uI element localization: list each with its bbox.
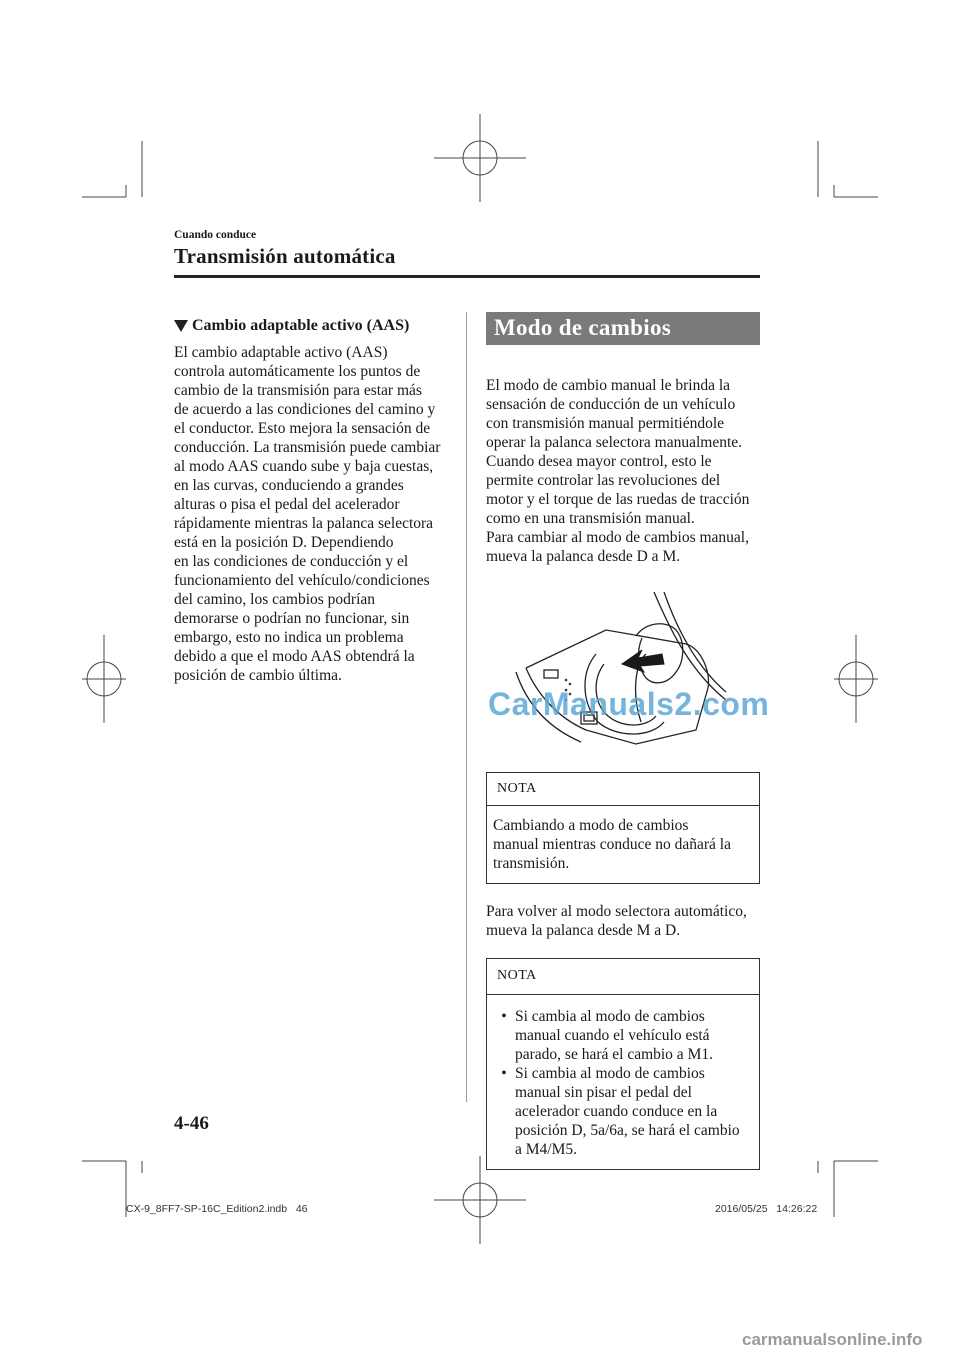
note-label: NOTA	[487, 773, 759, 806]
note-box-bullets	[486, 958, 760, 1170]
bullet-icon: •	[501, 1008, 507, 1025]
shift-lever-illustration-icon	[486, 592, 760, 752]
note-label: NOTA	[487, 959, 759, 995]
bullet-text: Si cambia al modo de cambios manual sin pisar el pedal del acelerador cuando conduce en la posición D, 5a/6a, se hará el cambio a M4/M5.	[515, 1065, 740, 1158]
section-banner: Modo de cambios manual	[486, 312, 760, 345]
triangle-marker-icon	[174, 320, 188, 332]
right-column	[486, 312, 760, 1170]
return-instructions: Para volver al modo selectora automático, mueva la palanca desde M a D.	[486, 903, 747, 939]
page-number: 4-46	[174, 1113, 209, 1134]
note-box	[486, 772, 760, 884]
arrow-left-icon	[622, 650, 664, 672]
title-rule	[174, 275, 760, 278]
footer-filename: CX-9_8FF7-SP-16C_Edition2.indb 46	[126, 1203, 308, 1215]
bullet-item	[493, 1064, 753, 1159]
left-column	[174, 316, 456, 685]
footer-timestamp: 2016/05/25 14:26:22	[715, 1203, 818, 1215]
shift-lever-illustration	[486, 592, 760, 752]
bullet-icon: •	[501, 1065, 507, 1082]
column-divider	[466, 312, 467, 1102]
site-watermark: carmanualsonline.info	[742, 1330, 923, 1349]
note-bullets	[487, 995, 759, 1169]
bullet-item	[493, 1007, 753, 1064]
note-text: Cambiando a modo de cambios manual mientras conduce no dañará la transmisión.	[493, 817, 731, 872]
manual-mode-intro: El modo de cambio manual le brinda la sensación de conducción de un vehículo con transmisión manual permitiéndole operar la palanca selectora manualmente. Cuando desea mayor control, esto le permite controlar las revoluciones del motor y el torque de las ruedas de tracción como en una transmisión manual. Para cambiar al modo de cambios manual, mueva la palanca desde D a M.	[486, 377, 750, 565]
aas-description: El cambio adaptable activo (AAS) controla automáticamente los puntos de cambio de la transmisión para estar más de acuerdo a las condiciones del camino y el conductor. Esto mejora la sensación de conducción. La transmisión puede cambiar al modo AAS cuando sube y baja cuestas, en las curvas, conduciendo a grandes alturas o pisa el pedal del acelerador rápidamente mientras la palanca selectora está en la posición D. Dependiendo en las condiciones de conducción y el funcionamiento del vehículo/condiciones del camino, los cambios podrían demorarse o podrían no funcionar, sin embargo, esto no indica un problema debido a que el modo AAS obtendrá la posición de cambio última.	[174, 344, 441, 684]
page-title: Transmisión automática	[174, 244, 396, 268]
subsection-heading-text: Cambio adaptable activo (AAS)	[192, 317, 410, 334]
section-label: Cuando conduce	[174, 229, 257, 241]
bullet-text: Si cambia al modo de cambios manual cuando el vehículo está parado, se hará el cambio a M1.	[515, 1008, 713, 1063]
watermark: CarManuals2.com	[488, 686, 770, 722]
subsection-heading	[174, 316, 456, 335]
